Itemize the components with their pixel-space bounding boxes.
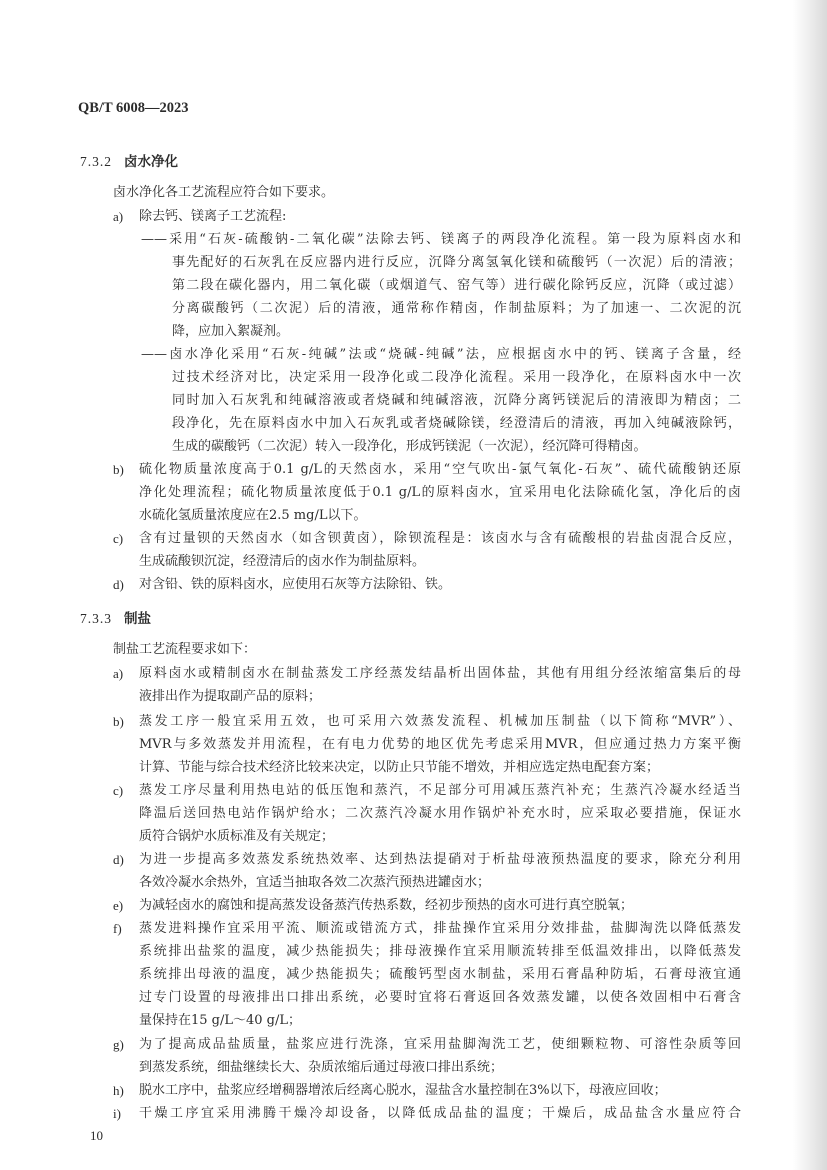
list-label: i) xyxy=(113,1106,121,1121)
section-number: 7.3.2 xyxy=(80,154,112,169)
list-label: h) xyxy=(113,1083,124,1098)
list-item-title: 除去钙、镁离子工艺流程: xyxy=(139,209,287,224)
section-title: 卤水净化 xyxy=(124,154,178,170)
text-line: 到蒸发系统，细盐继续长大、杂质浓缩后通过母液口排出系统； xyxy=(139,1060,504,1075)
text-line: 降温后送回热电站作锅炉给水；二次蒸汽冷凝水用作锅炉补充水时，应采取必要措施，保证水 xyxy=(139,806,741,821)
text-line: 净化处理流程；硫化物质量浓度低于0.1 g/L的原料卤水，宜采用电化法除硫化氢，净化后的卤 xyxy=(139,485,741,500)
text-line: 脱水工序中，盐浆应经增稠器增浓后经离心脱水，湿盐含水量控制在3%以下，母液应回收； xyxy=(139,1083,667,1098)
text-line: MVR与多效蒸发并用流程，在有电力优势的地区优先考虑采用MVR，但应通过热力方案平衡 xyxy=(139,737,741,752)
text-line: 蒸发进料操作宜采用平流、顺流或错流方式，排盐操作宜采用分效排盐，盐脚淘洗以降低蒸发 xyxy=(139,921,741,936)
list-label: f) xyxy=(113,921,122,936)
text-line: 质符合锅炉水质标准及有关规定； xyxy=(139,829,335,844)
text-line: 各效冷凝水余热外，宜适当抽取各效二次蒸汽预热进罐卤水； xyxy=(139,875,491,890)
list-label: d) xyxy=(113,577,124,592)
document-id: QB/T 6008—2023 xyxy=(78,100,189,116)
text-line: 降，应加入絮凝剂。 xyxy=(172,324,290,339)
list-label: b) xyxy=(113,462,124,477)
text-line: 过专门设置的母液排出口排出系统，必要时宜将石膏返回各效蒸发罐，以使各效固相中石膏含 xyxy=(139,990,741,1005)
text-line: 干燥工序宜采用沸腾干燥冷却设备，以降低成品盐的温度；干燥后，成品盐含水量应符合 xyxy=(139,1106,741,1121)
text-line: 水硫化氢质量浓度应在2.5 mg/L以下。 xyxy=(139,508,367,523)
text-line: 生成的碳酸钙（二次泥）转入一段净化，形成钙镁泥（一次泥），经沉降可得精卤。 xyxy=(172,439,647,454)
text-line: 液排出作为提取副产品的原料； xyxy=(139,689,322,704)
text-line: 生成硫酸钡沉淀，经澄清后的卤水作为制盐原料。 xyxy=(139,554,426,569)
text-line: 计算、节能与综合技术经济比较来决定，以防止只节能不增效，并相应选定热电配套方案； xyxy=(139,760,660,775)
text-line: 事先配好的石灰乳在反应器内进行反应，沉降分离氢氧化镁和硫酸钙（一次泥）后的清液； xyxy=(172,255,741,270)
text-line: 分离碳酸钙（二次泥）后的清液，通常称作精卤，作制盐原料；为了加速一、二次泥的沉 xyxy=(172,301,741,316)
text-line: 段净化，先在原料卤水中加入石灰乳或者烧碱除镁，经澄清后的清液，再加入纯碱液除钙， xyxy=(172,416,741,431)
text-line: 过技术经济对比，决定采用一段净化或二段净化流程。采用一段净化，在原料卤水中一次 xyxy=(172,370,741,385)
list-label: c) xyxy=(113,531,124,546)
paragraph-intro: 制盐工艺流程要求如下： xyxy=(113,642,257,657)
text-line: 为了提高成品盐质量，盐浆应进行洗涤，宜采用盐脚淘洗工艺，使细颗粒物、可溶性杂质等回 xyxy=(139,1037,741,1052)
text-line: 对含铅、铁的原料卤水，应使用石灰等方法除铅、铁。 xyxy=(139,577,452,592)
text-line: ——采用“石灰-硫酸钠-二氧化碳”法除去钙、镁离子的两段净化流程。第一段为原料卤水和 xyxy=(141,232,741,247)
text-line: 为进一步提高多效蒸发系统热效率、达到热法提硝对于析盐母液预热温度的要求，除充分利用 xyxy=(139,852,741,867)
text-line: 量保持在15 g/L～40 g/L； xyxy=(139,1013,302,1028)
section-title: 制盐 xyxy=(124,611,151,627)
list-label: g) xyxy=(113,1037,124,1052)
text-line: 蒸发工序尽量利用热电站的低压饱和蒸汽，不足部分可用减压蒸汽补充；生蒸汽冷凝水经适当 xyxy=(139,783,741,798)
scan-edge-shadow xyxy=(793,0,827,1170)
text-line: 为减轻卤水的腐蚀和提高蒸发设备蒸汽传热系数，经初步预热的卤水可进行真空脱氧； xyxy=(139,898,634,913)
paragraph-intro: 卤水净化各工艺流程应符合如下要求。 xyxy=(113,185,335,200)
list-label: a) xyxy=(113,209,124,224)
list-label: d) xyxy=(113,852,124,867)
text-line: 蒸发工序一般宜采用五效，也可采用六效蒸发流程、机械加压制盐（以下简称“MVR”）、 xyxy=(139,714,741,729)
text-line: 系统排出盐浆的温度，减少热能损失；排母液操作宜采用顺流转排至低温效排出，以降低蒸发 xyxy=(139,944,741,959)
text-line: 同时加入石灰乳和纯碱溶液或者烧碱和纯碱溶液，沉降分离钙镁泥后的清液即为精卤；二 xyxy=(172,393,741,408)
text-line: 系统排出母液的温度，减少热能损失；硫酸钙型卤水制盐，采用石膏晶种防垢，石膏母液宜通 xyxy=(139,967,741,982)
text-line: 原料卤水或精制卤水在制盐蒸发工序经蒸发结晶析出固体盐，其他有用组分经浓缩富集后的母 xyxy=(139,666,741,681)
list-label: a) xyxy=(113,666,124,681)
section-heading-7-3-3 xyxy=(80,607,151,631)
section-heading-7-3-2 xyxy=(80,150,178,174)
text-line: 含有过量钡的天然卤水（如含钡黄卤），除钡流程是：该卤水与含有硫酸根的岩盐卤混合反应， xyxy=(139,531,741,546)
text-line: 硫化物质量浓度高于0.1 g/L的天然卤水，采用“空气吹出-氯气氧化-石灰”、硫代硫酸钠还原 xyxy=(139,462,742,477)
page-number: 10 xyxy=(90,1128,103,1143)
list-label: b) xyxy=(113,714,124,729)
text-line: ——卤水净化采用“石灰-纯碱”法或“烧碱-纯碱”法，应根据卤水中的钙、镁离子含量，经 xyxy=(141,347,741,362)
list-label: c) xyxy=(113,783,124,798)
list-label: e) xyxy=(113,898,124,913)
text-line: 第二段在碳化器内，用二氧化碳（或烟道气、窑气等）进行碳化除钙反应，沉降（或过滤） xyxy=(172,278,741,293)
section-number: 7.3.3 xyxy=(80,611,112,626)
